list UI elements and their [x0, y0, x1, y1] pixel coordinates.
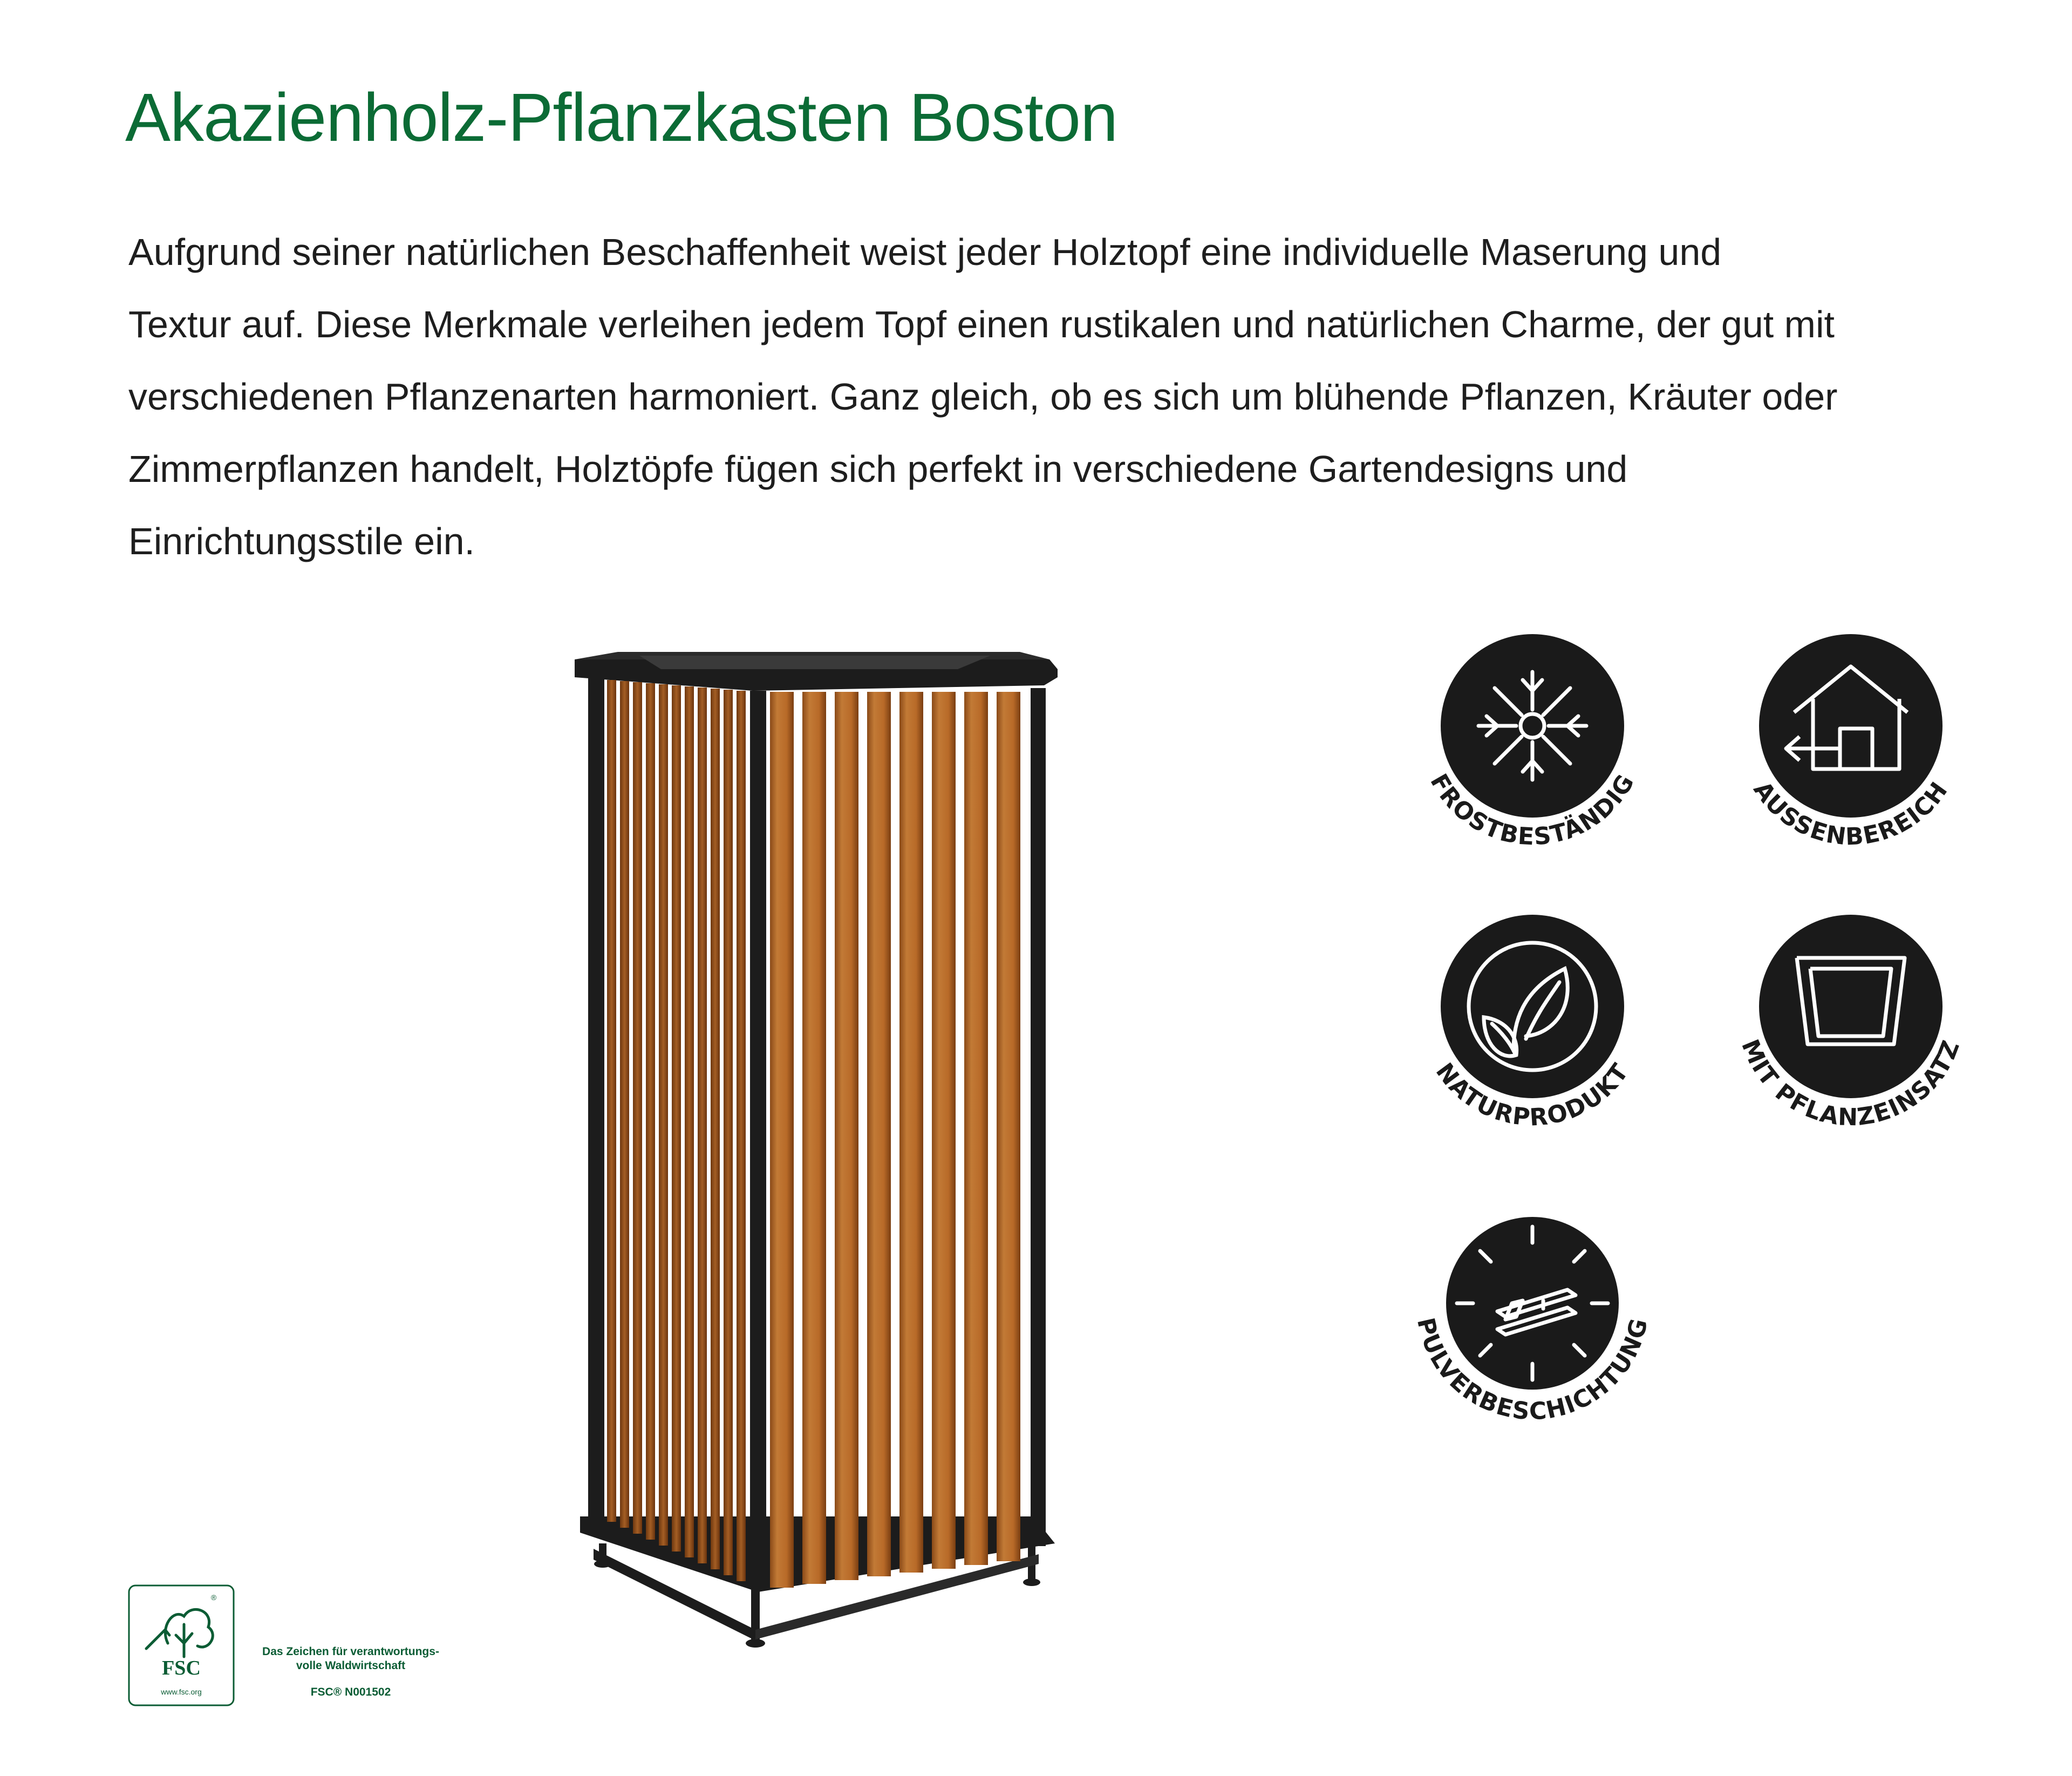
wood-slat-side	[672, 685, 681, 1552]
product-image	[569, 626, 1071, 1678]
svg-text:®: ®	[210, 1593, 217, 1602]
wood-slat-front	[835, 692, 858, 1580]
wood-slat-side	[711, 689, 720, 1569]
badge-label: AUSSENBEREICH	[1748, 776, 1954, 851]
badge-label: PULVERBESCHICHTUNG	[1411, 1315, 1654, 1426]
badge-naturprodukt	[1381, 882, 1684, 1185]
badge-mit-pflanzeinsatz	[1700, 882, 2002, 1185]
badge-frostbestaendig	[1381, 602, 1684, 904]
badge-circle	[1441, 634, 1624, 818]
fsc-logo	[127, 1584, 235, 1707]
fsc-line-1: Das Zeichen für verantwortungs-	[262, 1645, 439, 1658]
badge-label: FROSTBESTÄNDIG	[1424, 769, 1640, 851]
wood-slat-front	[997, 692, 1020, 1561]
wood-slat-side	[620, 681, 629, 1528]
wood-slat-side	[607, 680, 616, 1522]
wood-slat-front	[899, 692, 923, 1573]
wood-slat-side	[659, 684, 668, 1546]
description-line: verschiedenen Pflanzenarten harmoniert. Ganz gleich, ob es sich um blühende Pflanzen, Kräuter oder	[128, 376, 1838, 418]
description-line: Aufgrund seiner natürlichen Beschaffenheit weist jeder Holztopf eine individuelle Maserung und	[128, 231, 1722, 273]
wood-slat-side	[633, 682, 642, 1534]
wood-slat-front	[770, 692, 794, 1588]
wood-slat-side	[698, 688, 707, 1563]
fsc-logo-text: FSC	[162, 1657, 201, 1679]
description-line: Zimmerpflanzen handelt, Holztöpfe fügen sich perfekt in verschiedene Gartendesigns und	[128, 448, 1628, 490]
fsc-label	[248, 1645, 453, 1699]
badge-label: MIT PFLANZEINSATZ	[1736, 1035, 1966, 1132]
fsc-line-2: volle Waldwirtschaft	[296, 1659, 406, 1672]
description-line: Textur auf. Diese Merkmale verleihen jedem Topf einen rustikalen und natürlichen Charme, der gut mit	[128, 303, 1835, 345]
badge-pulverbeschichtung	[1381, 1179, 1684, 1481]
wood-slat-side	[685, 686, 694, 1557]
wood-slat-side	[737, 691, 746, 1581]
wood-slat-front	[964, 692, 988, 1565]
product-description	[128, 216, 1925, 577]
wood-slat-side	[724, 690, 733, 1575]
wood-slat-front	[802, 692, 826, 1584]
wood-slat-front	[867, 692, 891, 1576]
badge-aussenbereich	[1700, 602, 2002, 904]
fsc-code: FSC® N001502	[310, 1686, 391, 1698]
fsc-url: www.fsc.org	[161, 1687, 202, 1696]
description-line: Einrichtungsstile ein.	[128, 520, 475, 562]
wood-slat-side	[646, 683, 655, 1540]
wood-slat-front	[932, 692, 956, 1569]
badge-label: NATURPRODUKT	[1430, 1058, 1635, 1132]
page-title: Akazienholz-Pflanzkasten Boston	[125, 79, 1118, 155]
